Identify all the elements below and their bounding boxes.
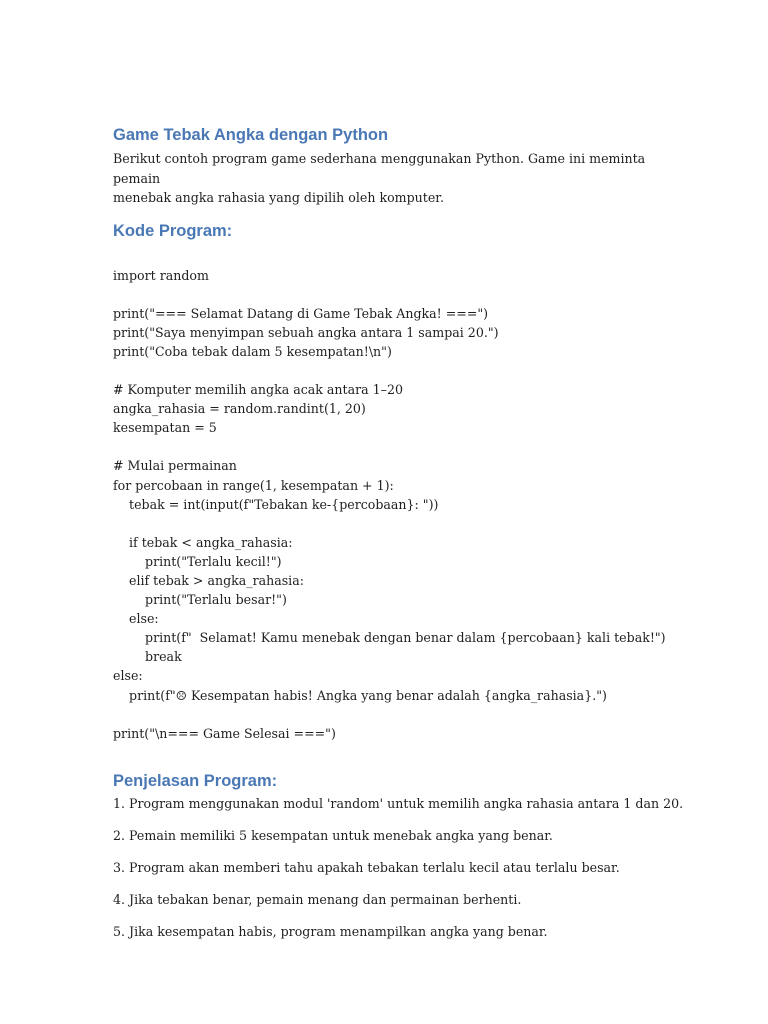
list-item: 2. Pemain memiliki 5 kesempatan untuk menebak angka yang benar. [113, 827, 553, 843]
intro-line: menebak angka rahasia yang dipilih oleh komputer. [113, 190, 444, 205]
code-line [113, 285, 673, 304]
code-line [113, 705, 673, 724]
code-line: # Mulai permainan [113, 458, 237, 474]
code-line [113, 361, 673, 380]
code-line: for percobaan in range(1, kesempatan + 1): [113, 477, 394, 493]
list-item: 5. Jika kesempatan habis, program menampilkan angka yang benar. [113, 923, 548, 939]
explanation-heading: Penjelasan Program: [113, 771, 278, 790]
code-line: print("Terlalu besar!") [113, 592, 287, 608]
code-line: else: [113, 611, 159, 627]
code-line: if tebak < angka_rahasia: [113, 534, 293, 550]
code-line: break [113, 649, 182, 665]
code-line: print("Saya menyimpan sebuah angka antara 1 sampai 20.") [113, 324, 499, 340]
code-heading: Kode Program: [113, 221, 233, 240]
explanation-list [113, 794, 684, 941]
code-line: print(f" Selamat! Kamu menebak dengan benar dalam {percobaan} kali tebak!") [113, 630, 666, 646]
code-line: print("=== Selamat Datang di Game Tebak Angka! ===") [113, 305, 489, 321]
list-item: 3. Program akan memberi tahu apakah tebakan terlalu kecil atau terlalu besar. [113, 859, 620, 875]
code-line: kesempatan = 5 [113, 420, 217, 436]
document-body [113, 124, 684, 954]
code-line: print(f"☹ Kesempatan habis! Angka yang benar adalah {angka_rahasia}.") [113, 687, 607, 703]
list-item: 1. Program menggunakan modul 'random' untuk memilih angka rahasia antara 1 dan 20. [113, 795, 684, 811]
code-line: angka_rahasia = random.randint(1, 20) [113, 401, 366, 417]
code-line: import random [113, 267, 209, 283]
code-line [113, 437, 673, 456]
code-line: else: [113, 668, 143, 684]
code-line: # Komputer memilih angka acak antara 1–20 [113, 382, 403, 398]
code-line: elif tebak > angka_rahasia: [113, 573, 304, 588]
intro-line: Berikut contoh program game sederhana menggunakan Python. Game ini meminta pemain [113, 151, 646, 186]
document-title: Game Tebak Angka dengan Python [113, 126, 389, 144]
code-line [113, 514, 673, 533]
code-block [113, 266, 673, 743]
intro-paragraph [113, 149, 673, 208]
list-item: 4. Jika tebakan benar, pemain menang dan permainan berhenti. [113, 891, 522, 907]
code-line: print("Terlalu kecil!") [113, 553, 282, 569]
code-line: print("\n=== Game Selesai ===") [113, 725, 336, 741]
code-line: print("Coba tebak dalam 5 kesempatan!\n") [113, 343, 392, 359]
code-line: tebak = int(input(f"Tebakan ke-{percobaan}: ")) [113, 496, 439, 512]
